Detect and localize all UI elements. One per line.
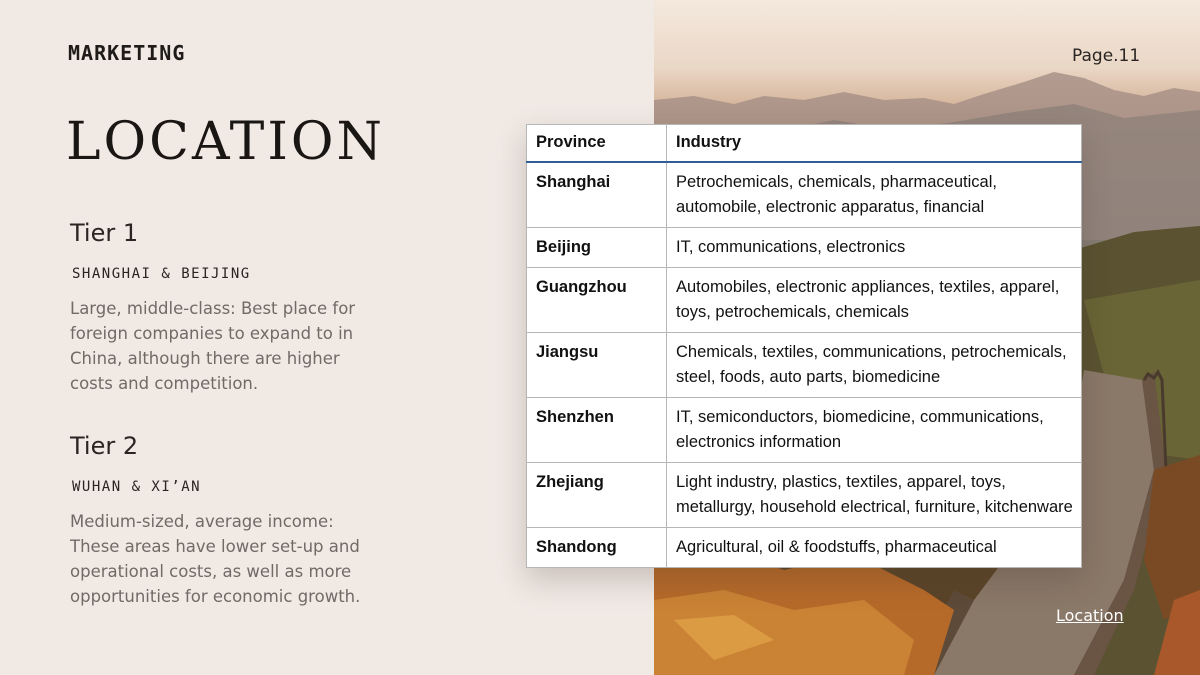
- tier-1-heading: Tier 1: [70, 219, 139, 247]
- tier-2-heading: Tier 2: [70, 432, 139, 460]
- tier-2-description: Medium-sized, average income: These areas have lower set-up and operational costs, as well as more opportunities for economic growth.: [70, 512, 361, 606]
- industry-cell: Agricultural, oil & foodstuffs, pharmaceutical: [667, 528, 1082, 568]
- industry-cell: IT, semiconductors, biomedicine, communications, electronics information: [667, 398, 1082, 463]
- table-row: [527, 228, 1082, 268]
- table-header-row: [527, 125, 1082, 163]
- province-cell: Guangzhou: [527, 268, 667, 333]
- industry-cell: Petrochemicals, chemicals, pharmaceutical, automobile, electronic apparatus, financial: [667, 162, 1082, 228]
- tier-1-cities: SHANGHAI & BEIJING: [72, 266, 251, 282]
- industry-cell: Chemicals, textiles, communications, petrochemicals, steel, foods, auto parts, biomedicine: [667, 333, 1082, 398]
- tier-1-description: Large, middle-class: Best place for foreign companies to expand to in China, although there are higher costs and competition.: [70, 299, 356, 393]
- column-header-province: Province: [527, 125, 667, 163]
- column-header-industry: Industry: [667, 125, 1082, 163]
- page-title: LOCATION: [66, 112, 386, 172]
- tier-2-cities: WUHAN & XI’AN: [72, 479, 202, 495]
- province-cell: Shandong: [527, 528, 667, 568]
- location-link[interactable]: Location: [1056, 606, 1124, 625]
- province-cell: Shenzhen: [527, 398, 667, 463]
- table-row: [527, 528, 1082, 568]
- page-number: Page.11: [1072, 46, 1141, 66]
- table-row: [527, 268, 1082, 333]
- province-cell: Jiangsu: [527, 333, 667, 398]
- industry-cell: Light industry, plastics, textiles, apparel, toys, metallurgy, household electrical, furniture, kitchenware: [667, 463, 1082, 528]
- table-row: [527, 333, 1082, 398]
- table-row: [527, 398, 1082, 463]
- brand-label: MARKETING: [68, 41, 186, 65]
- table-row: [527, 162, 1082, 228]
- province-cell: Beijing: [527, 228, 667, 268]
- table-row: [527, 463, 1082, 528]
- province-cell: Zhejiang: [527, 463, 667, 528]
- industry-cell: Automobiles, electronic appliances, textiles, apparel, toys, petrochemicals, chemicals: [667, 268, 1082, 333]
- industry-cell: IT, communications, electronics: [667, 228, 1082, 268]
- province-industry-table: [526, 124, 1082, 568]
- province-cell: Shanghai: [527, 162, 667, 228]
